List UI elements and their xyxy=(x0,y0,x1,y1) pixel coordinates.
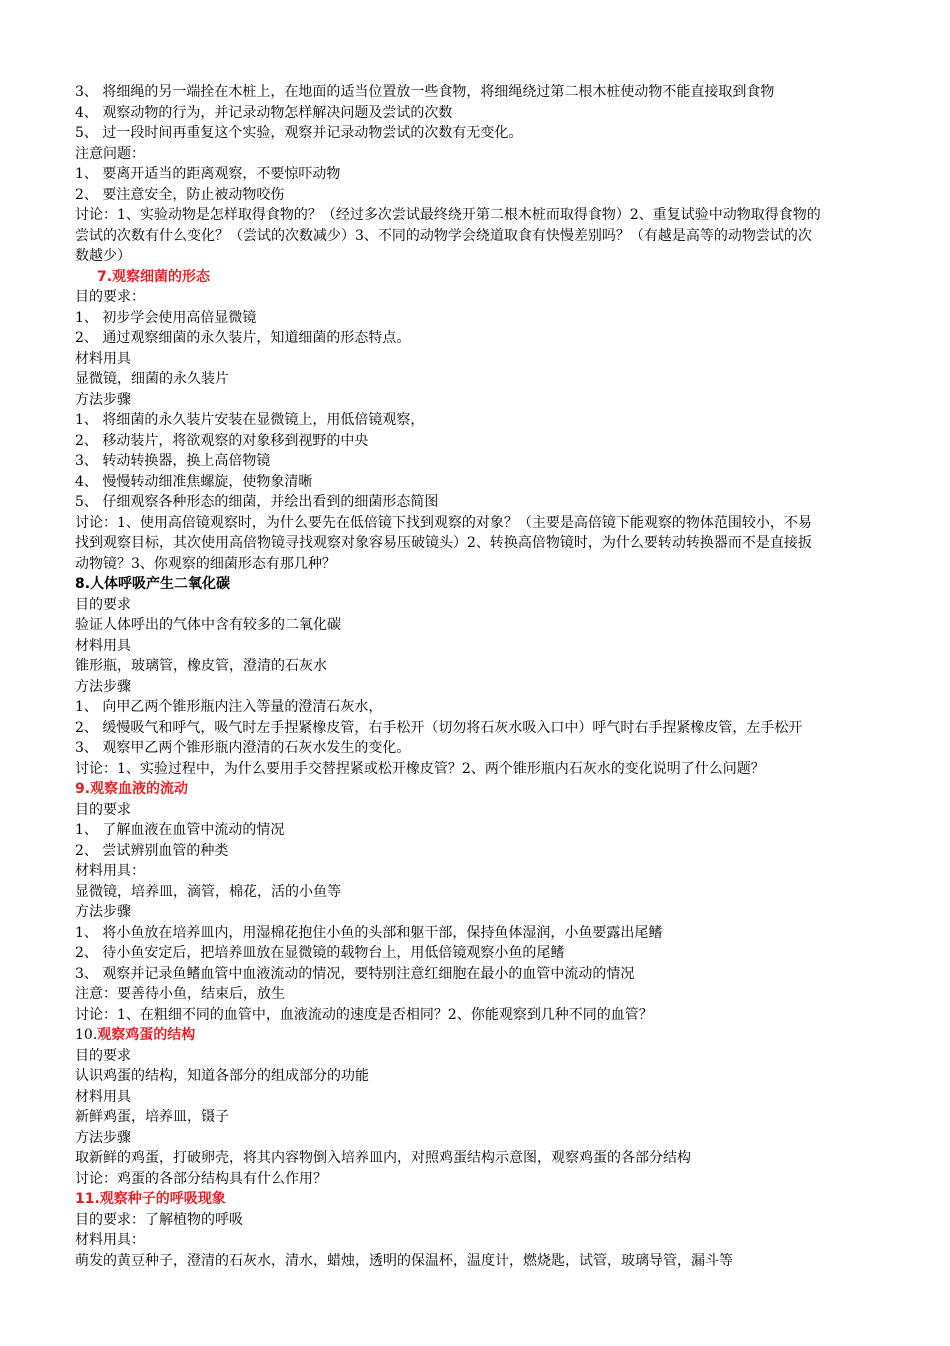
text-line: 材料用具： xyxy=(75,1232,145,1248)
text-line: 材料用具 xyxy=(75,1088,131,1105)
text-line: 2、 移动装片，将欲观察的对象移到视野的中央 xyxy=(75,432,369,449)
text-line: 讨论：鸡蛋的各部分结构具有什么作用？ xyxy=(75,1170,327,1187)
section-heading xyxy=(75,1025,885,1046)
text-line: 5、 仔细观察各种形态的细菌，并绘出看到的细菌形态简图 xyxy=(75,494,439,510)
text-line: 材料用具 xyxy=(75,637,131,654)
section-heading: 7.观察细菌的形态 xyxy=(97,268,211,285)
text-line: 目的要求： xyxy=(75,289,145,305)
text-line: 讨论：1、实验过程中，为什么要用手交替捏紧或松开橡皮管？2、两个锥形瓶内石灰水的变化说明了什么问题？ xyxy=(75,760,765,777)
text-line: 找到观察目标，其次使用高倍物镜寻找观察对象容易压破镜头）2、转换高倍物镜时，为什么要转动转换器而不是直接扳 xyxy=(75,535,812,551)
section-title: 观察鸡蛋的结构 xyxy=(97,1027,196,1043)
text-line: 1、 初步学会使用高倍显微镜 xyxy=(75,309,257,326)
text-line: 3、 转动转换器，换上高倍物镜 xyxy=(75,453,271,469)
text-line: 讨论：1、使用高倍镜观察时，为什么要先在低倍镜下找到观察的对象？（主要是高倍镜下能观察的物体范围较小，不易 xyxy=(75,514,812,531)
text-line: 方法步骤 xyxy=(75,391,131,408)
text-line: 材料用具： xyxy=(75,863,145,879)
text-line: 方法步骤 xyxy=(75,678,131,695)
text-line: 3、 观察并记录鱼鳍血管中血液流动的情况，要特别注意红细胞在最小的血管中流动的情况 xyxy=(75,965,635,982)
text-line: 目的要求：了解植物的呼吸 xyxy=(75,1211,243,1228)
text-line: 4、 慢慢转动细准焦螺旋，使物象清晰 xyxy=(75,473,313,490)
text-line: 尝试的次数有什么变化？（尝试的次数减少）3、不同的动物学会绕道取食有快慢差别吗？（有越是高等的动物尝试的次 xyxy=(75,227,812,244)
text-line: 注意：要善待小鱼，结束后，放生 xyxy=(75,986,285,1002)
text-line: 3、 将细绳的另一端拴在木桩上，在地面的适当位置放一些食物，将细绳绕过第二根木桩使动物不能直接取到食物 xyxy=(75,84,775,100)
text-line: 2、 通过观察细菌的永久装片，知道细菌的形态特点。 xyxy=(75,330,411,346)
section-number: 10. xyxy=(75,1027,98,1043)
text-line: 1、 将细菌的永久装片安装在显微镜上，用低倍镜观察， xyxy=(75,412,425,428)
text-line: 认识鸡蛋的结构，知道各部分的组成部分的功能 xyxy=(75,1068,369,1084)
section-heading: 8.人体呼吸产生二氧化碳 xyxy=(75,576,231,592)
text-line: 1、 将小鱼放在培养皿内，用湿棉花抱住小鱼的头部和躯干部，保持鱼体湿润，小鱼要露出尾鳍 xyxy=(75,924,663,941)
text-line: 讨论：1、实验动物是怎样取得食物的？（经过多次尝试最终绕开第二根木桩而取得食物）2、重复试验中动物取得食物的 xyxy=(75,207,821,223)
text-line: 1、 要离开适当的距离观察，不要惊吓动物 xyxy=(75,166,341,182)
text-line: 动物镜？3、你观察的细菌形态有那几种？ xyxy=(75,555,336,572)
text-line: 1、 向甲乙两个锥形瓶内注入等量的澄清石灰水， xyxy=(75,699,383,715)
text-line: 数越少） xyxy=(75,248,131,264)
text-line: 2、 待小鱼安定后，把培养皿放在显微镜的载物台上，用低倍镜观察小鱼的尾鳍 xyxy=(75,945,565,961)
text-line: 1、 了解血液在血管中流动的情况 xyxy=(75,822,285,838)
text-line: 新鲜鸡蛋，培养皿，镊子 xyxy=(75,1109,229,1125)
text-line: 目的要求 xyxy=(75,801,131,818)
section-heading: 11.观察种子的呼吸现象 xyxy=(75,1191,226,1207)
text-line: 3、 观察甲乙两个锥形瓶内澄清的石灰水发生的变化。 xyxy=(75,740,411,756)
text-line: 材料用具 xyxy=(75,350,131,367)
document-body xyxy=(75,82,885,1271)
text-line: 验证人体呼出的气体中含有较多的二氧化碳 xyxy=(75,617,341,633)
text-line: 4、 观察动物的行为，并记录动物怎样解决问题及尝试的次数 xyxy=(75,104,453,121)
text-line: 讨论：1、在粗细不同的血管中，血液流动的速度是否相同？2、你能观察到几种不同的血管？ xyxy=(75,1006,653,1023)
text-line: 注意问题： xyxy=(75,145,145,162)
text-line: 取新鲜的鸡蛋，打破卵壳，将其内容物倒入培养皿内，对照鸡蛋结构示意图，观察鸡蛋的各部分结构 xyxy=(75,1150,691,1166)
text-line: 锥形瓶，玻璃管，橡皮管，澄清的石灰水 xyxy=(75,658,327,674)
text-line: 显微镜，细菌的永久装片 xyxy=(75,371,229,387)
text-line: 方法步骤 xyxy=(75,904,131,920)
section-heading: 9.观察血液的流动 xyxy=(75,781,189,797)
text-line: 2、 尝试辨别血管的种类 xyxy=(75,842,229,859)
text-line: 萌发的黄豆种子，澄清的石灰水，清水，蜡烛，透明的保温杯，温度计，燃烧匙，试管，玻璃导管，漏斗等 xyxy=(75,1252,733,1269)
text-line: 5、 过一段时间再重复这个实验，观察并记录动物尝试的次数有无变化。 xyxy=(75,125,523,141)
text-line: 显微镜，培养皿，滴管，棉花，活的小鱼等 xyxy=(75,883,341,900)
text-line: 目的要求 xyxy=(75,1047,131,1064)
text-line: 2、 缓慢吸气和呼气，吸气时左手捏紧橡皮管，右手松开（切勿将石灰水吸入口中）呼气时右手捏紧橡皮管，左手松开 xyxy=(75,719,803,736)
text-line: 方法步骤 xyxy=(75,1129,131,1146)
text-line: 目的要求 xyxy=(75,596,131,613)
text-line: 2、 要注意安全，防止被动物咬伤 xyxy=(75,186,285,203)
